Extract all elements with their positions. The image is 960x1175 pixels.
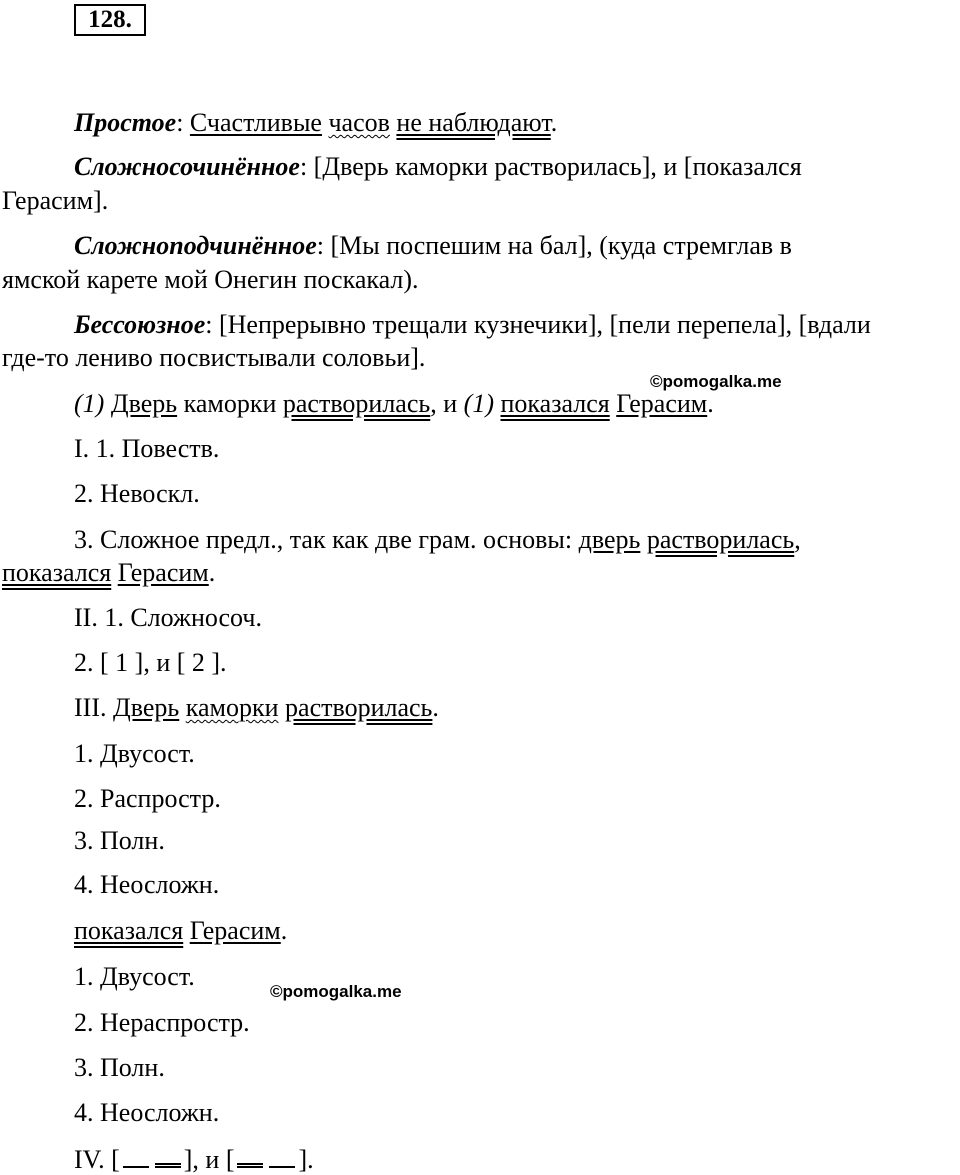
reason-subject-2: Герасим — [117, 558, 209, 587]
complex-line1 — [74, 231, 792, 261]
line-iv-scheme — [74, 1145, 314, 1175]
iii-predicate: растворилась — [285, 693, 433, 722]
line-second-part: показался Герасим. — [74, 916, 288, 945]
compound-label: Сложносочинённое — [74, 152, 300, 181]
mark-2: (1) — [463, 389, 494, 418]
compound-text2: Герасим]. — [2, 186, 109, 215]
line-dvusost-2: 1. Двусост. — [74, 962, 195, 991]
asyndetic-label: Бессоюзное — [74, 310, 206, 339]
simple-label: Простое — [74, 108, 177, 137]
iii-attribute: каморки — [185, 693, 279, 722]
iv-open: IV. [ — [74, 1145, 120, 1174]
conjunction: , и — [430, 389, 464, 418]
simple-w1: Счастливые — [189, 108, 322, 137]
part2-subject: Герасим — [189, 916, 281, 945]
task-number: 128. — [74, 4, 146, 36]
simple-w2: часов — [328, 108, 390, 137]
iv-end: ]. — [298, 1145, 314, 1174]
reason-subject: дверь — [578, 525, 641, 554]
line-reason-cont: показался Герасим. — [2, 558, 216, 587]
asyndetic-text1: : [Непрерывно трещали кузнечики], [пели перепела], [вдали — [205, 310, 871, 339]
reason-predicate-2: показался — [2, 558, 112, 587]
line-scheme: 2. [ 1 ], и [ 2 ]. — [74, 648, 227, 677]
predicate-2: показался — [500, 389, 610, 418]
line-nerasprostr: 2. Нераспростр. — [74, 1008, 250, 1037]
reason-text: 3. Сложное предл., так как две грам. основы: — [74, 525, 579, 554]
iv-mid: ], и [ — [183, 1145, 235, 1174]
line-nevoskl: 2. Невоскл. — [74, 479, 200, 508]
simple-w3: не наблюдают — [396, 108, 551, 137]
line-dvusost-1: 1. Двусост. — [74, 739, 195, 768]
part2-predicate: показался — [74, 916, 184, 945]
watermark-2: ©pomogalka.me — [270, 982, 402, 1001]
iii-subject: Дверь — [112, 693, 180, 722]
watermark-1: ©pomogalka.me — [650, 372, 782, 391]
line-poln-2: 3. Полн. — [74, 1053, 165, 1082]
line-neoslozhn-1: 4. Неосложн. — [74, 870, 220, 899]
complex-label: Сложноподчинённое — [74, 231, 317, 260]
line-complex-reason: 3. Сложное предл., так как две грам. основы: дверь растворилась, — [74, 525, 801, 554]
line-poln-1: 3. Полн. — [74, 826, 165, 855]
asyndetic-text2: где-то лениво посвистывали соловьи]. — [2, 343, 426, 372]
iv-subject-mark-1 — [123, 1146, 149, 1168]
word-kamorki: каморки — [183, 389, 277, 418]
compound-line1 — [74, 152, 802, 182]
line-rasprostr: 2. Распростр. — [74, 784, 221, 813]
iv-subject-mark-2 — [269, 1146, 295, 1168]
iii-label: III. — [74, 693, 113, 722]
line-neoslozhn-2: 4. Неосложн. — [74, 1098, 220, 1127]
complex-text2: ямской карете мой Онегин поскакал). — [2, 265, 419, 294]
analysis-sentence: (1) Дверь каморки растворилась, и (1) показался Герасим. — [74, 389, 714, 418]
line-iii: III. Дверь каморки растворилась. — [74, 693, 439, 722]
predicate-1: растворилась — [282, 389, 431, 418]
iv-predicate-mark-1 — [155, 1145, 181, 1168]
subject-2: Герасим — [616, 389, 708, 418]
compound-text1: : [Дверь каморки растворилась], и [показался — [299, 152, 802, 181]
mark-1: (1) — [74, 389, 105, 418]
iv-predicate-mark-2 — [237, 1145, 263, 1168]
line-ii1: II. 1. Сложносоч. — [74, 603, 262, 632]
subject-1: Дверь — [110, 389, 178, 418]
complex-text1: : [Мы поспешим на бал], (куда стремглав в — [316, 231, 792, 260]
asyndetic-line1 — [74, 310, 871, 340]
reason-predicate: растворилась — [646, 525, 795, 554]
line-i1: I. 1. Повеств. — [74, 434, 220, 463]
simple-sentence: Простое: Счастливые часов не наблюдают. — [74, 108, 558, 137]
